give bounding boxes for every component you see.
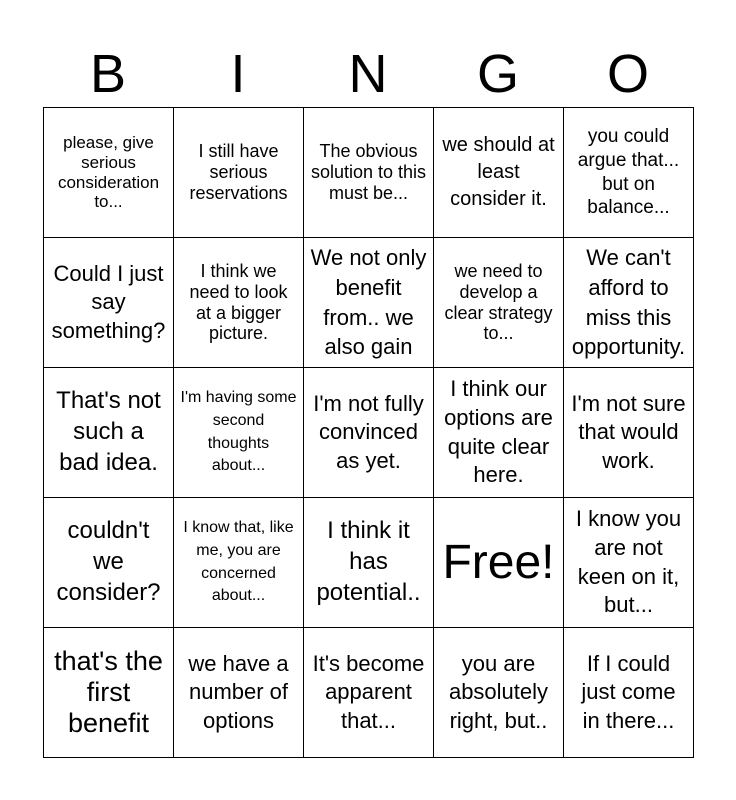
bingo-cell[interactable]: I still have serious reservations (174, 108, 304, 238)
board-row (44, 498, 694, 628)
board-row (44, 368, 694, 498)
bingo-cell[interactable]: We can't afford to miss this opportunity. (564, 238, 694, 368)
bingo-header (43, 40, 693, 108)
board-row (44, 108, 694, 238)
bingo-cell[interactable]: that's the first benefit (44, 628, 174, 758)
bingo-cell[interactable]: That's not such a bad idea. (44, 368, 174, 498)
header-letter-b: B (89, 44, 127, 104)
bingo-cell[interactable]: please, give serious consideration to... (44, 108, 174, 238)
bingo-cell[interactable]: I know that, like me, you are concerned about... (174, 498, 304, 628)
bingo-cell[interactable]: I'm having some second thoughts about... (174, 368, 304, 498)
bingo-cell[interactable]: It's become apparent that... (304, 628, 434, 758)
header-letter-n: N (348, 44, 388, 104)
bingo-cell[interactable]: If I could just come in there... (564, 628, 694, 758)
bingo-cell[interactable]: We not only benefit from.. we also gain (304, 238, 434, 368)
header-letter-i: I (230, 44, 246, 104)
bingo-cell[interactable]: The obvious solution to this must be... (304, 108, 434, 238)
bingo-cell[interactable]: couldn't we consider? (44, 498, 174, 628)
bingo-cell[interactable]: I'm not fully convinced as yet. (304, 368, 434, 498)
bingo-board (43, 107, 694, 758)
bingo-cell[interactable]: Could I just say something? (44, 238, 174, 368)
bingo-cell[interactable]: I'm not sure that would work. (564, 368, 694, 498)
bingo-cell[interactable]: I know you are not keen on it, but... (564, 498, 694, 628)
free-space-cell[interactable]: Free! (434, 498, 564, 628)
header-letter-o: O (606, 44, 649, 104)
bingo-cell[interactable]: I think we need to look at a bigger picture. (174, 238, 304, 368)
bingo-cell[interactable]: we have a number of options (174, 628, 304, 758)
bingo-cell[interactable]: I think it has potential.. (304, 498, 434, 628)
bingo-cell[interactable]: you could argue that... but on balance... (564, 108, 694, 238)
board-row (44, 628, 694, 758)
bingo-cell[interactable]: you are absolutely right, but.. (434, 628, 564, 758)
header-letter-g: G (476, 44, 519, 104)
board-row (44, 238, 694, 368)
bingo-cell[interactable]: we should at least consider it. (434, 108, 564, 238)
bingo-cell[interactable]: I think our options are quite clear here. (434, 368, 564, 498)
bingo-cell[interactable]: we need to develop a clear strategy to... (434, 238, 564, 368)
